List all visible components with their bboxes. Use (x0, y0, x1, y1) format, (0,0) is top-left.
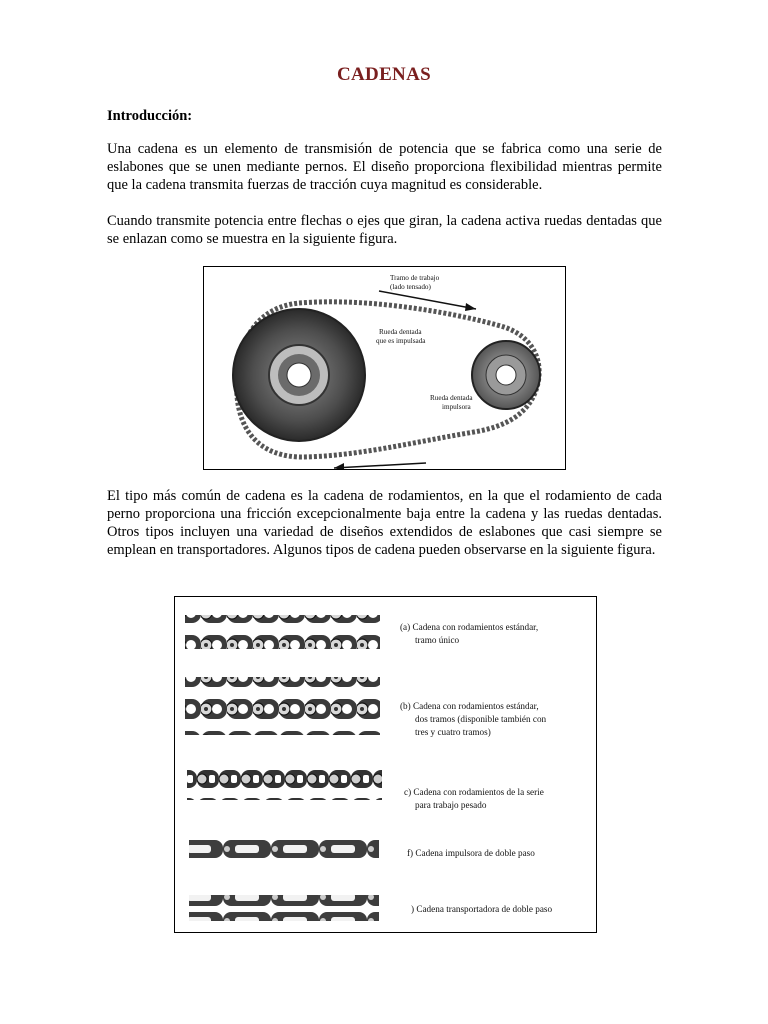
chain-c (187, 770, 382, 800)
svg-text:para trabajo pesado: para trabajo pesado (415, 800, 487, 810)
caption-f (407, 848, 535, 858)
svg-text:c) Cadena con rodamientos de l: c) Cadena con rodamientos de la serie (404, 787, 544, 797)
chain-a (185, 615, 380, 649)
intro-heading: Introducción: (107, 108, 193, 124)
tramo-label-2: (lado tensado) (390, 283, 431, 291)
tramo-label-1: Tramo de trabajo (390, 274, 440, 282)
caption-b (400, 701, 547, 737)
driven-label-2: que es impulsada (376, 337, 426, 345)
svg-text:) Cadena transportadora de dob: ) Cadena transportadora de doble paso (411, 904, 553, 914)
driven-sprocket (233, 309, 365, 441)
paragraph-sprockets: Cuando transmite potencia entre flechas o ejes que giran, la cadena activa ruedas dentadas que se enlazan como se muestra en la siguiente figura. (107, 213, 662, 247)
drive-sprocket (472, 341, 540, 409)
tension-arrow (379, 291, 476, 309)
caption-conveyor (411, 904, 552, 914)
drive-label-2: impulsora (442, 403, 471, 411)
svg-text:(b) Cadena con rodamientos est: (b) Cadena con rodamientos estándar, (400, 701, 539, 711)
chain-conveyor (189, 895, 379, 921)
chain-drive-figure (203, 266, 566, 470)
caption-a (400, 622, 538, 645)
svg-text:dos tramos (disponible también: dos tramos (disponible también con (415, 714, 547, 724)
paragraph-chain-types: El tipo más común de cadena es la cadena de rodamientos, en la que el rodamiento de cada perno proporciona una fricción excepcionalmente baja entre la cadena y las ruedas dentadas. Otros tipos incluyen una variedad de diseños extendidos de eslabones que casi siempre se emplean en transportadores. Algunos tipos de cadena pueden observarse en la siguiente figura. (107, 488, 662, 558)
svg-text:tramo único: tramo único (415, 635, 460, 645)
drive-label-1: Rueda dentada (430, 394, 473, 402)
caption-c (404, 787, 544, 810)
svg-text:(a) Cadena con rodamientos est: (a) Cadena con rodamientos estándar, (400, 622, 539, 632)
return-arrow (334, 463, 426, 468)
svg-text:f) Cadena impulsora de doble p: f) Cadena impulsora de doble paso (407, 848, 535, 858)
chain-types-figure (174, 596, 597, 933)
chain-b (185, 677, 380, 735)
paragraph-intro: Una cadena es un elemento de transmisión de potencia que se fabrica como una serie de eslabones que se unen mediante pernos. El diseño proporciona flexibilidad mientras permite que la cadena transmita fuerzas de tracción cuya magnitud es considerable. (107, 141, 662, 193)
svg-text:tres y cuatro tramos): tres y cuatro tramos) (415, 727, 491, 737)
chain-f (189, 835, 379, 861)
document-title: CADENAS (337, 64, 431, 85)
driven-label-1: Rueda dentada (379, 328, 422, 336)
